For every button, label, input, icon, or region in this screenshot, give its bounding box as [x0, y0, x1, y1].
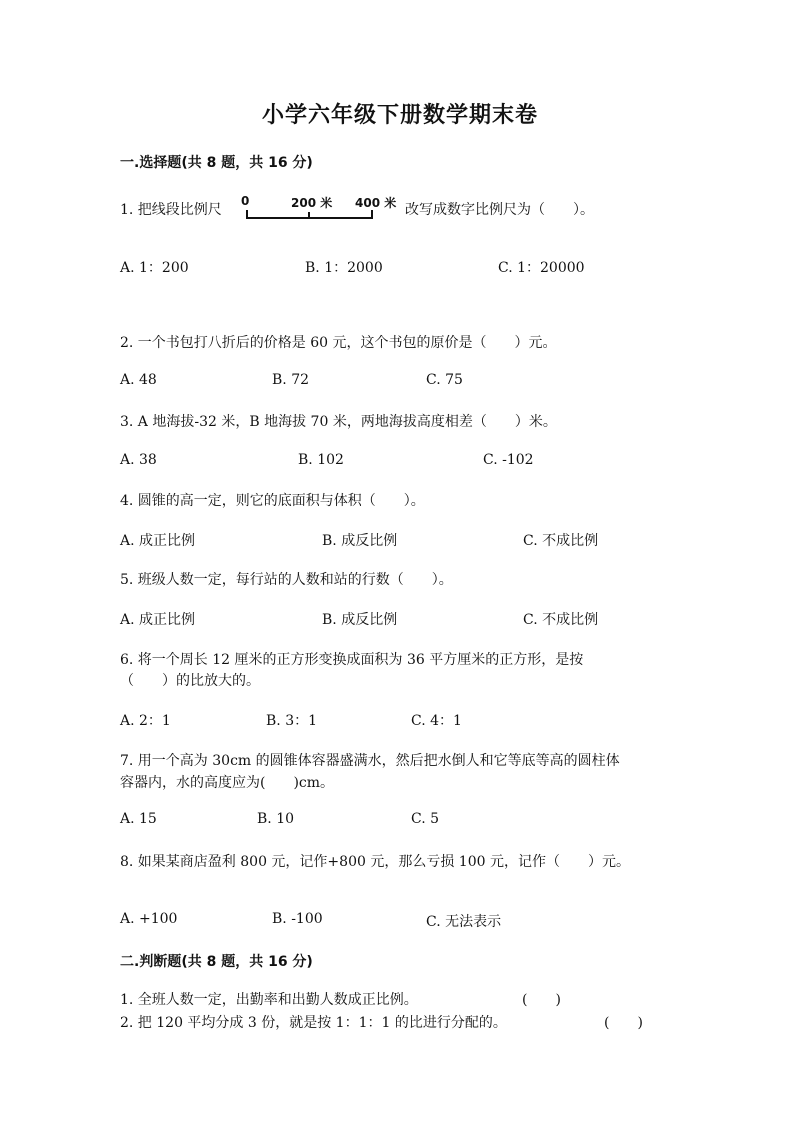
- question-3-option-a: A. 38: [120, 452, 157, 468]
- question-1-option-c: C. 1：20000: [498, 260, 585, 276]
- question-1-prefix: 1. 把线段比例尺: [120, 202, 222, 218]
- question-8: 8. 如果某商店盈利 800 元，记作+800 元，那么亏损 100 元，记作（ ）元。: [120, 854, 630, 870]
- section-heading-judgement: 二.判断题(共 8 题，共 16 分): [120, 954, 313, 970]
- question-6-line-1: 6. 将一个周长 12 厘米的正方形变换成面积为 36 平方厘米的正方形，是按: [120, 652, 584, 668]
- judgement-2: 2. 把 120 平均分成 3 份，就是按 1：1：1 的比进行分配的。: [120, 1015, 507, 1031]
- judgement-2-paren: ( ): [604, 1015, 643, 1031]
- question-5-option-b: B. 成反比例: [322, 612, 398, 628]
- judgement-1-paren: ( ): [522, 992, 561, 1008]
- question-5: 5. 班级人数一定，每行站的人数和站的行数（ ）。: [120, 572, 453, 588]
- question-8-option-b: B. -100: [272, 911, 323, 927]
- question-1-option-a: A. 1：200: [120, 260, 189, 276]
- question-6-line-2: （ ）的比放大的。: [120, 673, 260, 689]
- question-2-option-b: B. 72: [272, 372, 310, 388]
- question-3-option-b: B. 102: [298, 452, 344, 468]
- scale-label-400: 400 米: [355, 196, 397, 210]
- question-6-option-c: C. 4：1: [411, 713, 462, 729]
- question-4-option-a: A. 成正比例: [120, 533, 196, 549]
- question-6-option-b: B. 3：1: [266, 713, 318, 729]
- question-7-option-b: B. 10: [257, 811, 295, 827]
- question-7-line-1: 7. 用一个高为 30cm 的圆锥体容器盛满水，然后把水倒人和它等底等高的圆柱体: [120, 753, 620, 769]
- question-1-option-b: B. 1：2000: [305, 260, 383, 276]
- question-1-suffix: 改写成数字比例尺为（ ）。: [405, 202, 594, 218]
- question-5-option-a: A. 成正比例: [120, 612, 196, 628]
- question-3-option-c: C. -102: [483, 452, 534, 468]
- question-2-option-a: A. 48: [120, 372, 157, 388]
- question-2: 2. 一个书包打八折后的价格是 60 元，这个书包的原价是（ ）元。: [120, 335, 557, 351]
- scale-bar: [241, 208, 391, 224]
- question-7-line-2: 容器内，水的高度应为( )cm。: [120, 775, 335, 791]
- question-6-option-a: A. 2：1: [120, 713, 171, 729]
- question-7-option-c: C. 5: [411, 811, 440, 827]
- page-title: 小学六年级下册数学期末卷: [261, 102, 538, 128]
- section-heading-choice: 一.选择题(共 8 题，共 16 分): [120, 155, 313, 171]
- question-4-option-c: C. 不成比例: [523, 533, 599, 549]
- question-5-option-c: C. 不成比例: [523, 612, 599, 628]
- question-7-option-a: A. 15: [120, 811, 157, 827]
- question-3: 3. A 地海拔-32 米，B 地海拔 70 米，两地海拔高度相差（ ）米。: [120, 414, 557, 430]
- judgement-1: 1. 全班人数一定，出勤率和出勤人数成正比例。: [120, 992, 418, 1008]
- scale-label-0: 0: [241, 194, 250, 208]
- line-scale-figure: [241, 194, 397, 226]
- question-8-option-a: A. +100: [120, 911, 178, 927]
- question-4-option-b: B. 成反比例: [322, 533, 398, 549]
- question-8-option-c: C. 无法表示: [426, 914, 502, 930]
- question-4: 4. 圆锥的高一定，则它的底面积与体积（ ）。: [120, 493, 425, 509]
- scale-label-200: 200 米: [291, 196, 333, 210]
- question-2-option-c: C. 75: [426, 372, 463, 388]
